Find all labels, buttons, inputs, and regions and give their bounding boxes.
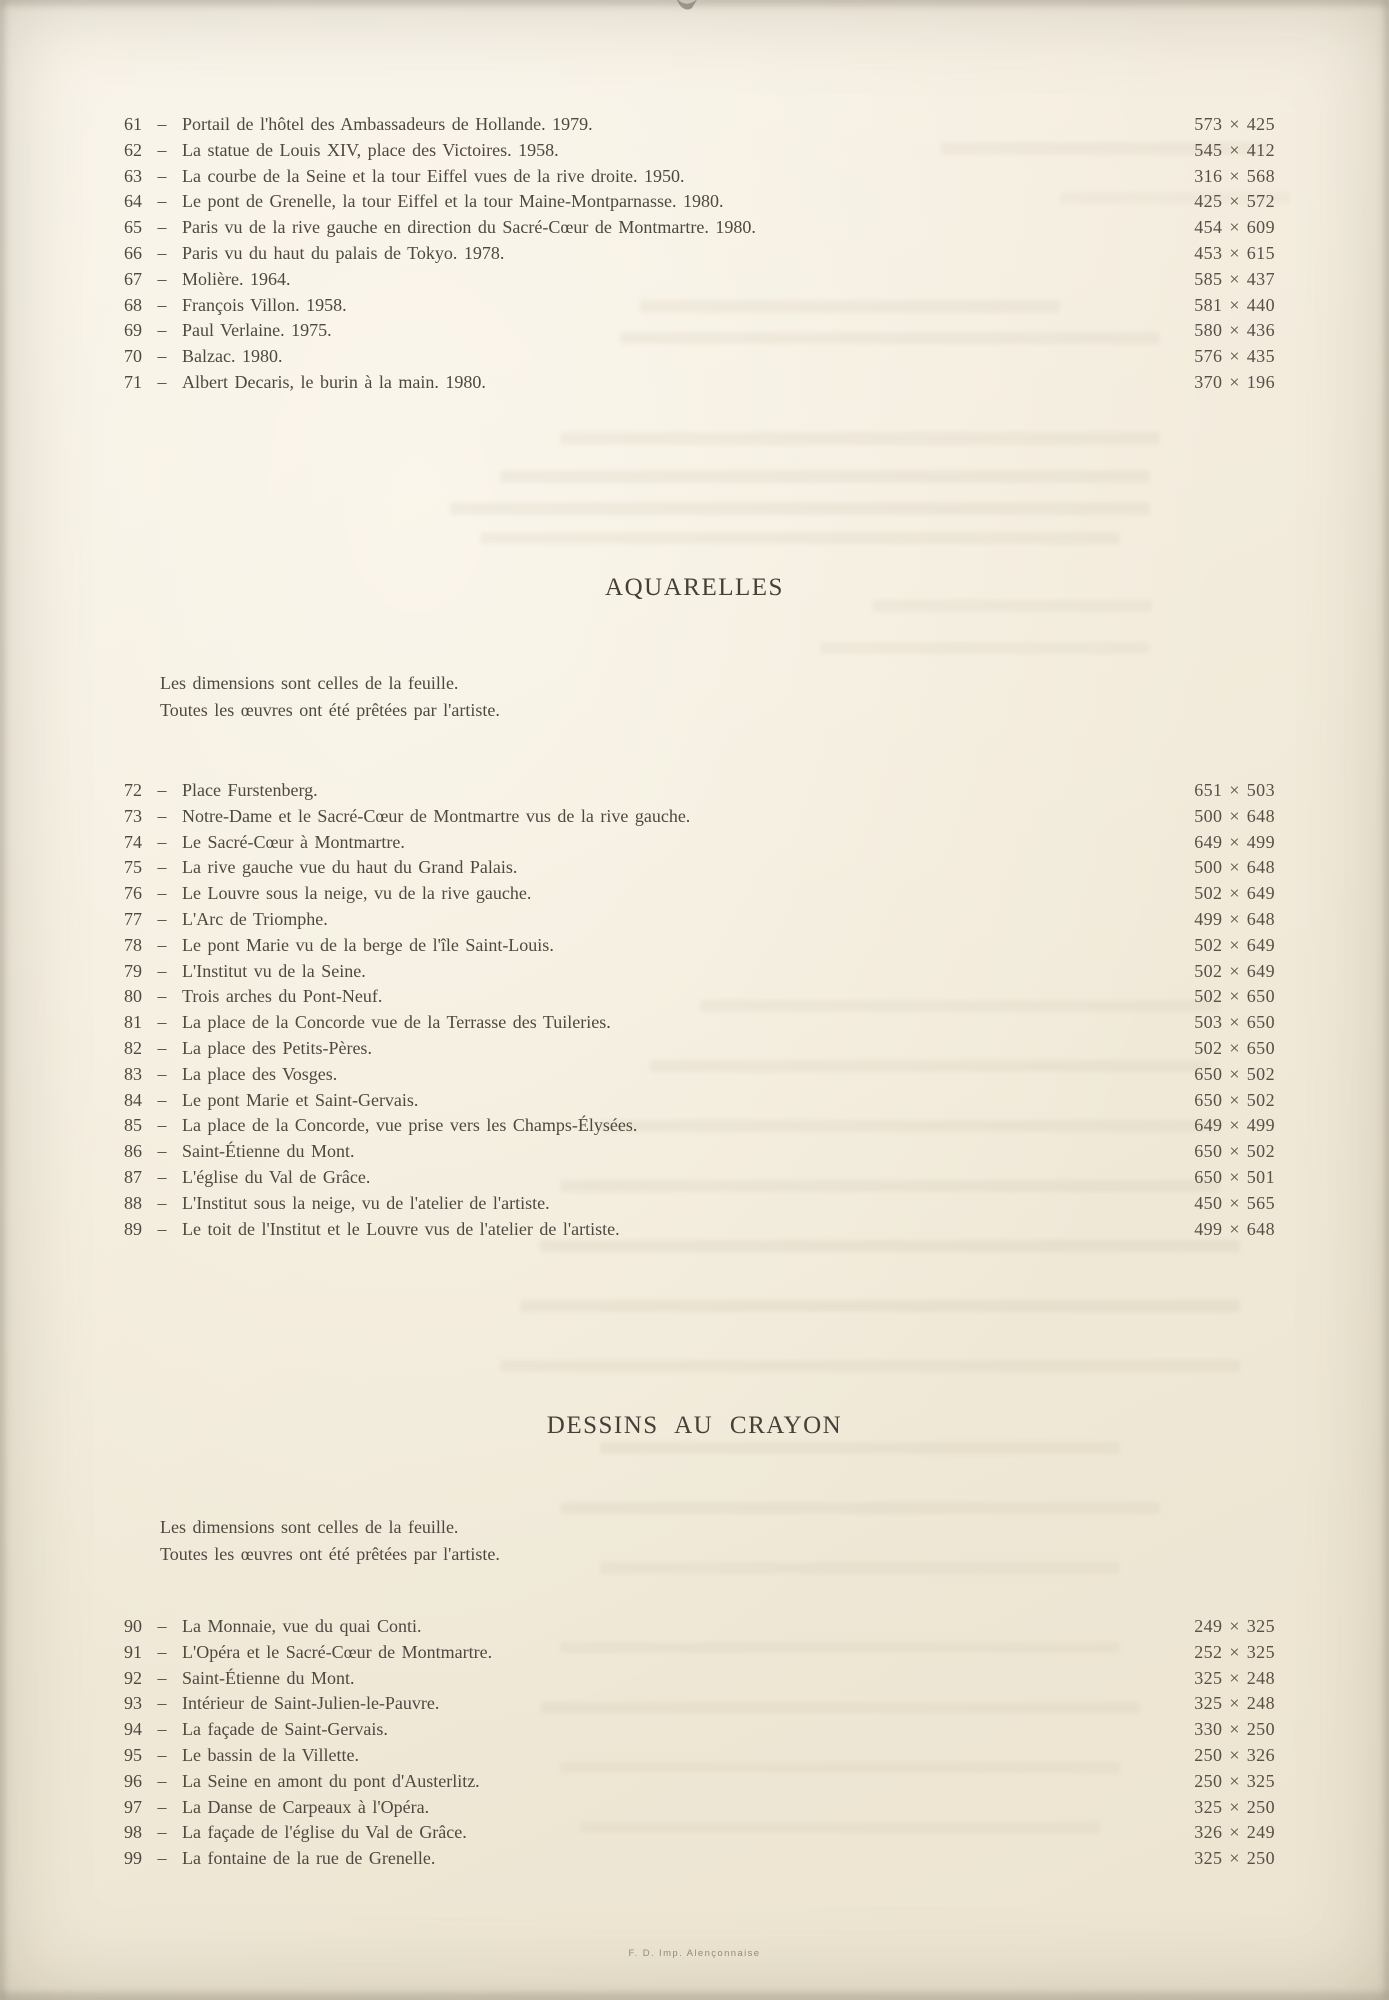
note-line: Les dimensions sont celles de la feuille.: [160, 673, 459, 693]
item-separator: –: [157, 1037, 167, 1058]
item-number: 84: [124, 1089, 142, 1110]
item-title: L'Opéra et le Sacré-Cœur de Montmartre.: [182, 1641, 493, 1662]
item-number: 76: [124, 883, 142, 904]
item-number: 82: [124, 1037, 142, 1058]
verso-showthrough: [820, 642, 1150, 654]
verso-showthrough: [600, 1562, 1120, 1574]
item-number: 74: [124, 831, 142, 852]
item-number: 93: [124, 1693, 142, 1714]
catalog-item-row: [0, 1036, 1389, 1062]
item-separator: –: [157, 908, 167, 929]
catalog-item-row: [0, 855, 1389, 881]
item-separator: –: [157, 986, 167, 1007]
item-number: 92: [124, 1667, 142, 1688]
catalog-item-row: [0, 881, 1389, 907]
item-separator: –: [157, 1063, 167, 1084]
item-dimensions: 573 × 425: [1194, 114, 1275, 134]
item-title: Albert Decaris, le burin à la main. 1980.: [182, 371, 486, 392]
catalog-item-row: [0, 1691, 1389, 1717]
item-dimensions: 650 × 502: [1194, 1063, 1275, 1084]
catalog-item-row: [0, 164, 1389, 190]
page-top-mark-icon: [672, 0, 702, 14]
notes-aquarelles: [160, 670, 500, 723]
catalog-item-row: [0, 1113, 1389, 1139]
item-number: 95: [124, 1744, 142, 1765]
catalog-item-row: [0, 1795, 1389, 1821]
catalog-item-row: [0, 1139, 1389, 1165]
item-title: L'Institut vu de la Seine.: [182, 960, 366, 981]
item-title: Le Sacré-Cœur à Montmartre.: [182, 831, 405, 852]
item-title: La rive gauche vue du haut du Grand Palais.: [182, 857, 518, 878]
item-title: La place de la Concorde vue de la Terrasse des Tuileries.: [182, 1012, 611, 1033]
item-dimensions: 650 × 502: [1194, 1089, 1275, 1110]
item-dimensions: 502 × 650: [1194, 1037, 1275, 1058]
item-dimensions: 499 × 648: [1194, 908, 1275, 929]
catalog-item-row: [0, 112, 1389, 138]
item-dimensions: 325 × 248: [1194, 1667, 1275, 1688]
verso-showthrough: [480, 532, 1120, 544]
item-dimensions: 454 × 609: [1194, 217, 1275, 238]
item-separator: –: [157, 1822, 167, 1843]
item-number: 87: [124, 1166, 142, 1187]
item-separator: –: [157, 346, 167, 367]
verso-showthrough: [560, 432, 1160, 445]
item-dimensions: 502 × 650: [1194, 986, 1275, 1007]
item-number: 90: [124, 1616, 142, 1636]
item-number: 70: [124, 346, 142, 367]
item-dimensions: 650 × 502: [1194, 1141, 1275, 1162]
item-separator: –: [157, 1641, 167, 1662]
item-separator: –: [157, 1770, 167, 1791]
item-separator: –: [157, 1141, 167, 1162]
item-dimensions: 585 × 437: [1194, 268, 1275, 289]
item-dimensions: 325 × 250: [1194, 1796, 1275, 1817]
item-number: 67: [124, 268, 142, 289]
catalog-item-row: [0, 778, 1389, 804]
item-number: 88: [124, 1192, 142, 1213]
item-title: La fontaine de la rue de Grenelle.: [182, 1848, 436, 1869]
item-title: Notre-Dame et le Sacré-Cœur de Montmartre vus de la rive gauche.: [182, 805, 691, 826]
catalog-item-row: [0, 318, 1389, 344]
item-dimensions: 649 × 499: [1194, 1115, 1275, 1136]
item-number: 63: [124, 165, 142, 186]
photo-edge-bottom: [0, 1992, 1389, 2000]
item-title: La place de la Concorde, vue prise vers les Champs-Élysées.: [182, 1115, 638, 1136]
verso-showthrough: [520, 1300, 1240, 1312]
item-number: 77: [124, 908, 142, 929]
item-separator: –: [157, 1719, 167, 1740]
catalog-item-row: [0, 1640, 1389, 1666]
item-dimensions: 250 × 325: [1194, 1770, 1275, 1791]
item-number: 68: [124, 294, 142, 315]
catalog-item-row: [0, 933, 1389, 959]
item-number: 72: [124, 780, 142, 800]
catalog-item-row: [0, 267, 1389, 293]
item-dimensions: 502 × 649: [1194, 934, 1275, 955]
item-number: 79: [124, 960, 142, 981]
item-separator: –: [157, 883, 167, 904]
item-title: Le Louvre sous la neige, vu de la rive gauche.: [182, 883, 532, 904]
notes-dessins: [160, 1514, 500, 1567]
item-dimensions: 249 × 325: [1194, 1616, 1275, 1636]
item-separator: –: [157, 139, 167, 160]
item-title: François Villon. 1958.: [182, 294, 347, 315]
item-separator: –: [157, 805, 167, 826]
item-dimensions: 502 × 649: [1194, 883, 1275, 904]
item-dimensions: 500 × 648: [1194, 857, 1275, 878]
item-number: 71: [124, 371, 142, 392]
item-title: L'église du Val de Grâce.: [182, 1166, 371, 1187]
item-number: 73: [124, 805, 142, 826]
item-number: 65: [124, 217, 142, 238]
item-number: 69: [124, 320, 142, 341]
item-title: Saint-Étienne du Mont.: [182, 1141, 355, 1162]
verso-showthrough: [500, 470, 1150, 483]
item-separator: –: [157, 371, 167, 392]
catalog-item-row: [0, 1010, 1389, 1036]
item-separator: –: [157, 831, 167, 852]
note-line: Les dimensions sont celles de la feuille.: [160, 1517, 459, 1537]
printer-imprint: F. D. Imp. Alençonnaise: [628, 1948, 761, 1959]
item-number: 75: [124, 857, 142, 878]
item-title: La façade de l'église du Val de Grâce.: [182, 1822, 467, 1843]
item-dimensions: 580 × 436: [1194, 320, 1275, 341]
item-separator: –: [157, 1012, 167, 1033]
item-title: Intérieur de Saint-Julien-le-Pauvre.: [182, 1693, 440, 1714]
item-title: La place des Petits-Pères.: [182, 1037, 372, 1058]
item-separator: –: [157, 1667, 167, 1688]
item-separator: –: [157, 1115, 167, 1136]
item-dimensions: 499 × 648: [1194, 1218, 1275, 1239]
item-number: 85: [124, 1115, 142, 1136]
item-dimensions: 545 × 412: [1194, 139, 1275, 160]
item-title: Le toit de l'Institut et le Louvre vus de l'atelier de l'artiste.: [182, 1218, 620, 1239]
item-separator: –: [157, 1192, 167, 1213]
item-separator: –: [157, 1744, 167, 1765]
catalog-item-row: [0, 1820, 1389, 1846]
section-heading-dessins-au-crayon: DESSINS AU CRAYON: [546, 1412, 843, 1439]
item-title: La façade de Saint-Gervais.: [182, 1719, 388, 1740]
item-separator: –: [157, 1693, 167, 1714]
item-separator: –: [157, 191, 167, 212]
catalog-item-row: [0, 804, 1389, 830]
catalog-item-row: [0, 1769, 1389, 1795]
catalog-item-row: [0, 241, 1389, 267]
item-title: La Danse de Carpeaux à l'Opéra.: [182, 1796, 430, 1817]
item-separator: –: [157, 114, 167, 134]
item-number: 64: [124, 191, 142, 212]
catalog-item-row: [0, 1614, 1389, 1640]
item-number: 83: [124, 1063, 142, 1084]
item-dimensions: 650 × 501: [1194, 1166, 1275, 1187]
list-dessins-au-crayon: [0, 1614, 1389, 1872]
note-line: Toutes les œuvres ont été prêtées par l'artiste.: [160, 1543, 500, 1564]
verso-showthrough: [450, 502, 1150, 515]
catalog-item-row: [0, 1743, 1389, 1769]
section-heading-aquarelles: AQUARELLES: [605, 574, 784, 601]
item-separator: –: [157, 1848, 167, 1869]
item-number: 91: [124, 1641, 142, 1662]
catalog-item-row: [0, 907, 1389, 933]
item-separator: –: [157, 294, 167, 315]
catalog-item-row: [0, 1846, 1389, 1872]
item-separator: –: [157, 268, 167, 289]
item-separator: –: [157, 1616, 167, 1636]
verso-showthrough: [560, 1502, 1160, 1514]
item-separator: –: [157, 1796, 167, 1817]
item-dimensions: 330 × 250: [1194, 1719, 1275, 1740]
item-title: L'Arc de Triomphe.: [182, 908, 328, 929]
item-separator: –: [157, 1218, 167, 1239]
item-dimensions: 649 × 499: [1194, 831, 1275, 852]
item-number: 66: [124, 242, 142, 263]
item-dimensions: 581 × 440: [1194, 294, 1275, 315]
item-dimensions: 500 × 648: [1194, 805, 1275, 826]
item-number: 94: [124, 1719, 142, 1740]
item-dimensions: 576 × 435: [1194, 346, 1275, 367]
item-title: La statue de Louis XIV, place des Victoires. 1958.: [182, 139, 559, 160]
item-dimensions: 252 × 325: [1194, 1641, 1275, 1662]
item-number: 62: [124, 139, 142, 160]
item-dimensions: 250 × 326: [1194, 1744, 1275, 1765]
item-separator: –: [157, 1089, 167, 1110]
catalog-item-row: [0, 189, 1389, 215]
item-number: 78: [124, 934, 142, 955]
verso-showthrough: [600, 1442, 1120, 1454]
item-title: Paul Verlaine. 1975.: [182, 320, 332, 341]
item-separator: –: [157, 934, 167, 955]
item-dimensions: 316 × 568: [1194, 165, 1275, 186]
item-title: Paris vu de la rive gauche en direction du Sacré-Cœur de Montmartre. 1980.: [182, 217, 756, 238]
item-title: Trois arches du Pont-Neuf.: [182, 986, 383, 1007]
item-number: 89: [124, 1218, 142, 1239]
item-dimensions: 326 × 249: [1194, 1822, 1275, 1843]
item-number: 86: [124, 1141, 142, 1162]
item-title: Portail de l'hôtel des Ambassadeurs de Hollande. 1979.: [182, 114, 593, 134]
item-title: Le bassin de la Villette.: [182, 1744, 360, 1765]
item-number: 99: [124, 1848, 142, 1869]
catalog-item-row: [0, 1191, 1389, 1217]
item-separator: –: [157, 320, 167, 341]
catalog-item-row: [0, 830, 1389, 856]
item-title: Balzac. 1980.: [182, 346, 283, 367]
catalog-item-row: [0, 344, 1389, 370]
catalog-item-row: [0, 370, 1389, 396]
item-dimensions: 502 × 649: [1194, 960, 1275, 981]
item-number: 61: [124, 114, 142, 134]
catalog-item-row: [0, 984, 1389, 1010]
item-title: Saint-Étienne du Mont.: [182, 1667, 355, 1688]
catalog-item-row: [0, 1088, 1389, 1114]
item-title: La Seine en amont du pont d'Austerlitz.: [182, 1770, 480, 1791]
catalog-item-row: [0, 1666, 1389, 1692]
item-separator: –: [157, 780, 167, 800]
catalog-item-row: [0, 138, 1389, 164]
item-title: Le pont Marie et Saint-Gervais.: [182, 1089, 419, 1110]
note-line: Toutes les œuvres ont été prêtées par l'artiste.: [160, 699, 500, 720]
item-title: Le pont Marie vu de la berge de l'île Saint-Louis.: [182, 934, 554, 955]
item-title: Place Furstenberg.: [182, 780, 318, 800]
item-number: 96: [124, 1770, 142, 1791]
item-title: Molière. 1964.: [182, 268, 291, 289]
item-title: La Monnaie, vue du quai Conti.: [182, 1616, 422, 1636]
item-number: 80: [124, 986, 142, 1007]
list-gravures-suite: [0, 112, 1389, 396]
catalog-item-row: [0, 1062, 1389, 1088]
item-dimensions: 370 × 196: [1194, 371, 1275, 392]
item-dimensions: 325 × 250: [1194, 1848, 1275, 1869]
item-separator: –: [157, 857, 167, 878]
item-number: 98: [124, 1822, 142, 1843]
catalog-item-row: [0, 1717, 1389, 1743]
item-dimensions: 651 × 503: [1194, 780, 1275, 800]
item-title: La place des Vosges.: [182, 1063, 338, 1084]
item-separator: –: [157, 960, 167, 981]
catalog-item-row: [0, 959, 1389, 985]
item-number: 97: [124, 1796, 142, 1817]
item-dimensions: 325 × 248: [1194, 1693, 1275, 1714]
catalog-item-row: [0, 1165, 1389, 1191]
list-aquarelles: [0, 778, 1389, 1242]
catalog-item-row: [0, 1217, 1389, 1243]
item-title: Le pont de Grenelle, la tour Eiffel et la tour Maine-Montparnasse. 1980.: [182, 191, 724, 212]
item-separator: –: [157, 1166, 167, 1187]
item-title: Paris vu du haut du palais de Tokyo. 1978.: [182, 242, 505, 263]
item-number: 81: [124, 1012, 142, 1033]
item-dimensions: 450 × 565: [1194, 1192, 1275, 1213]
catalog-item-row: [0, 293, 1389, 319]
catalog-item-row: [0, 215, 1389, 241]
item-dimensions: 453 × 615: [1194, 242, 1275, 263]
item-separator: –: [157, 217, 167, 238]
item-separator: –: [157, 242, 167, 263]
verso-showthrough: [500, 1360, 1240, 1372]
item-title: L'Institut sous la neige, vu de l'atelier de l'artiste.: [182, 1192, 550, 1213]
item-separator: –: [157, 165, 167, 186]
item-dimensions: 425 × 572: [1194, 191, 1275, 212]
item-title: La courbe de la Seine et la tour Eiffel vues de la rive droite. 1950.: [182, 165, 685, 186]
item-dimensions: 503 × 650: [1194, 1012, 1275, 1033]
